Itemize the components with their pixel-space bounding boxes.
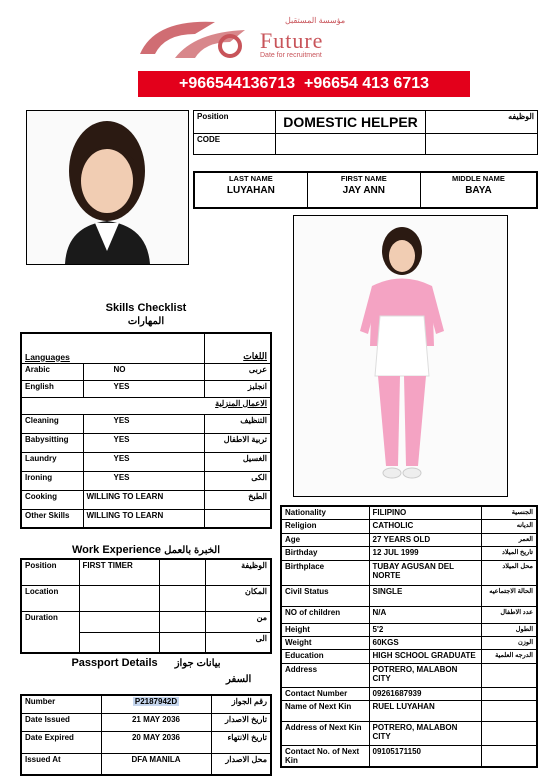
- exp-duration-label: Duration: [21, 611, 79, 653]
- personal-label-ar: [481, 721, 537, 745]
- personal-row: [281, 560, 537, 585]
- last-name-label: LAST NAME: [228, 174, 273, 183]
- personal-label-ar: الدرجه العلمية: [481, 649, 537, 663]
- personal-row: [281, 721, 537, 745]
- languages-header: Languages: [21, 333, 204, 363]
- passport-label: Issued At: [21, 753, 101, 775]
- exp-location-empty: [159, 585, 205, 611]
- skill-label-ar: الغسيل: [204, 452, 271, 471]
- skill-label-ar: [204, 509, 271, 528]
- personal-value: POTRERO, MALABON CITY: [369, 721, 481, 745]
- middle-name-label: MIDDLE NAME: [451, 174, 505, 183]
- personal-value: 12 JUL 1999: [369, 546, 481, 560]
- lang-label-ar: انجلبز: [204, 380, 271, 397]
- skill-label: Laundry: [21, 452, 83, 471]
- skill-value: WILLING TO LEARN: [83, 509, 204, 528]
- passport-table: [20, 694, 272, 776]
- passport-label: Date Expired: [21, 731, 101, 753]
- personal-row: [281, 687, 537, 700]
- code-label: CODE: [194, 134, 276, 155]
- position-label: Position: [194, 111, 276, 134]
- skill-label-ar: الكى: [204, 471, 271, 490]
- personal-value: TUBAY AGUSAN DEL NORTE: [369, 560, 481, 585]
- personal-label-ar: [481, 700, 537, 721]
- skills-title: Skills Checklist: [105, 302, 187, 314]
- skill-value: YES: [83, 414, 204, 433]
- personal-row: [281, 649, 537, 663]
- skill-label: Babysitting: [21, 433, 83, 452]
- passport-label: Number: [21, 695, 101, 713]
- experience-title-ar: الخبرة بالعمل: [164, 545, 220, 556]
- personal-label-ar: العمر: [481, 533, 537, 546]
- skills-title-ar: المهارات: [127, 316, 165, 327]
- personal-value: FILIPINO: [369, 506, 481, 519]
- personal-value: CATHOLIC: [369, 519, 481, 533]
- passport-value: [101, 695, 211, 713]
- passport-value: 20 MAY 2036: [101, 731, 211, 753]
- last-name-value: LUYAHAN: [226, 185, 275, 196]
- household-header-ar: الاعمال المنزلية: [21, 397, 271, 414]
- skill-label: Ironing: [21, 471, 83, 490]
- personal-value: N/A: [369, 606, 481, 623]
- personal-row: [281, 546, 537, 560]
- personal-row: [281, 663, 537, 687]
- personal-row: [281, 585, 537, 606]
- skill-value: YES: [83, 433, 204, 452]
- passport-label-ar: محل الاصدار: [211, 753, 271, 775]
- personal-label: Address of Next Kin: [281, 721, 369, 745]
- exp-location-value: [79, 585, 159, 611]
- experience-table: [20, 558, 272, 654]
- headshot-photo: [26, 110, 189, 265]
- personal-label: Age: [281, 533, 369, 546]
- exp-position-label: Position: [21, 559, 79, 585]
- personal-label: Contact No. of Next Kin: [281, 745, 369, 767]
- passport-label-ar: تاريخ الانتهاء: [211, 731, 271, 753]
- last-name-cell: [194, 172, 307, 208]
- skill-label: Other Skills: [21, 509, 83, 528]
- name-table: [193, 171, 538, 209]
- exp-from-value: [79, 611, 159, 632]
- personal-label: Civil Status: [281, 585, 369, 606]
- personal-label: Address: [281, 663, 369, 687]
- company-logo: [135, 14, 375, 64]
- middle-name-cell: [420, 172, 537, 208]
- personal-label: NO of children: [281, 606, 369, 623]
- lang-label-ar: عربى: [204, 363, 271, 380]
- position-label-ar: الوظيفه: [426, 111, 538, 134]
- personal-row: [281, 533, 537, 546]
- experience-title: [20, 544, 272, 556]
- lang-value: YES: [83, 380, 204, 397]
- personal-label: Birthplace: [281, 560, 369, 585]
- exp-to-value: [79, 632, 159, 653]
- personal-label: Contact Number: [281, 687, 369, 700]
- code-value: [276, 134, 426, 155]
- passport-number: P2187942D: [134, 697, 178, 706]
- personal-value: 09105171150: [369, 745, 481, 767]
- passport-label-ar: رقم الجواز: [211, 695, 271, 713]
- personal-row: [281, 636, 537, 649]
- personal-label: Name of Next Kin: [281, 700, 369, 721]
- personal-label-ar: تاريخ الميلاد: [481, 546, 537, 560]
- personal-label-ar: [481, 687, 537, 700]
- personal-value: 09261687939: [369, 687, 481, 700]
- brand-name-ar: مؤسسة المستقبل: [285, 16, 346, 25]
- exp-from-ar: من: [205, 611, 271, 632]
- code-value-ar: [426, 134, 538, 155]
- skill-label-ar: الطبخ: [204, 490, 271, 509]
- skill-value: WILLING TO LEARN: [83, 490, 204, 509]
- skill-value: YES: [83, 471, 204, 490]
- exp-position-value: FIRST TIMER: [79, 559, 159, 585]
- skills-table: [20, 332, 272, 529]
- personal-value: RUEL LUYAHAN: [369, 700, 481, 721]
- personal-label-ar: الحالة الاجتماعيه: [481, 585, 537, 606]
- personal-row: [281, 745, 537, 767]
- personal-label-ar: الجنسية: [481, 506, 537, 519]
- skill-value: YES: [83, 452, 204, 471]
- passport-label: Date Issued: [21, 713, 101, 731]
- skill-label-ar: التنظيف: [204, 414, 271, 433]
- personal-table: [280, 505, 538, 768]
- passport-value: DFA MANILA: [101, 753, 211, 775]
- full-body-photo: [293, 215, 508, 497]
- exp-location-ar: المكان: [205, 585, 271, 611]
- personal-label: Weight: [281, 636, 369, 649]
- personal-label-ar: محل الميلاد: [481, 560, 537, 585]
- personal-row: [281, 606, 537, 623]
- passport-title-en: Passport Details: [71, 657, 158, 669]
- exp-location-label: Location: [21, 585, 79, 611]
- personal-label-ar: [481, 663, 537, 687]
- personal-label-ar: الوزن: [481, 636, 537, 649]
- first-name-label: FIRST NAME: [340, 174, 387, 183]
- skill-label-ar: تربية الاطفال: [204, 433, 271, 452]
- personal-label: Education: [281, 649, 369, 663]
- personal-label-ar: [481, 745, 537, 767]
- exp-to-empty: [159, 632, 205, 653]
- personal-label: Height: [281, 623, 369, 636]
- personal-row: [281, 506, 537, 519]
- experience-title-en: Work Experience: [71, 544, 162, 556]
- personal-label-ar: عدد الاطفال: [481, 606, 537, 623]
- first-name-cell: [307, 172, 420, 208]
- first-name-value: JAY ANN: [342, 185, 385, 196]
- exp-position-empty: [159, 559, 205, 585]
- brand-name: Future: [260, 28, 324, 53]
- passport-title: [20, 657, 272, 669]
- personal-label-ar: الديانه: [481, 519, 537, 533]
- personal-label: Religion: [281, 519, 369, 533]
- personal-label-ar: الطول: [481, 623, 537, 636]
- exp-from-empty: [159, 611, 205, 632]
- skill-label: Cleaning: [21, 414, 83, 433]
- personal-row: [281, 700, 537, 721]
- personal-value: SINGLE: [369, 585, 481, 606]
- lang-label: English: [21, 380, 83, 397]
- personal-value: HIGH SCHOOL GRADUATE: [369, 649, 481, 663]
- personal-value: 27 YEARS OLD: [369, 533, 481, 546]
- exp-position-ar: الوظيفة: [205, 559, 271, 585]
- personal-label: Birthday: [281, 546, 369, 560]
- brand-tagline: Date for recruitment: [260, 52, 322, 59]
- personal-row: [281, 623, 537, 636]
- passport-label-ar: تاريخ الاصدار: [211, 713, 271, 731]
- position-value: DOMESTIC HELPER: [276, 111, 426, 134]
- passport-title-ar: بيانات جواز: [174, 658, 221, 669]
- personal-value: 5'2: [369, 623, 481, 636]
- personal-label: Nationality: [281, 506, 369, 519]
- phone-banner: +966544136713 +96654 413 6713: [138, 71, 470, 97]
- lang-value: NO: [83, 363, 204, 380]
- position-table: [193, 110, 538, 155]
- exp-to-ar: الى: [205, 632, 271, 653]
- personal-row: [281, 519, 537, 533]
- languages-header-ar: اللغات: [204, 333, 271, 363]
- passport-value: 21 MAY 2036: [101, 713, 211, 731]
- passport-title-ar-sub: السفر: [226, 674, 252, 685]
- lang-label: Arabic: [21, 363, 83, 380]
- middle-name-value: BAYA: [465, 185, 492, 196]
- skill-label: Cooking: [21, 490, 83, 509]
- personal-value: POTRERO, MALABON CITY: [369, 663, 481, 687]
- personal-value: 60KGS: [369, 636, 481, 649]
